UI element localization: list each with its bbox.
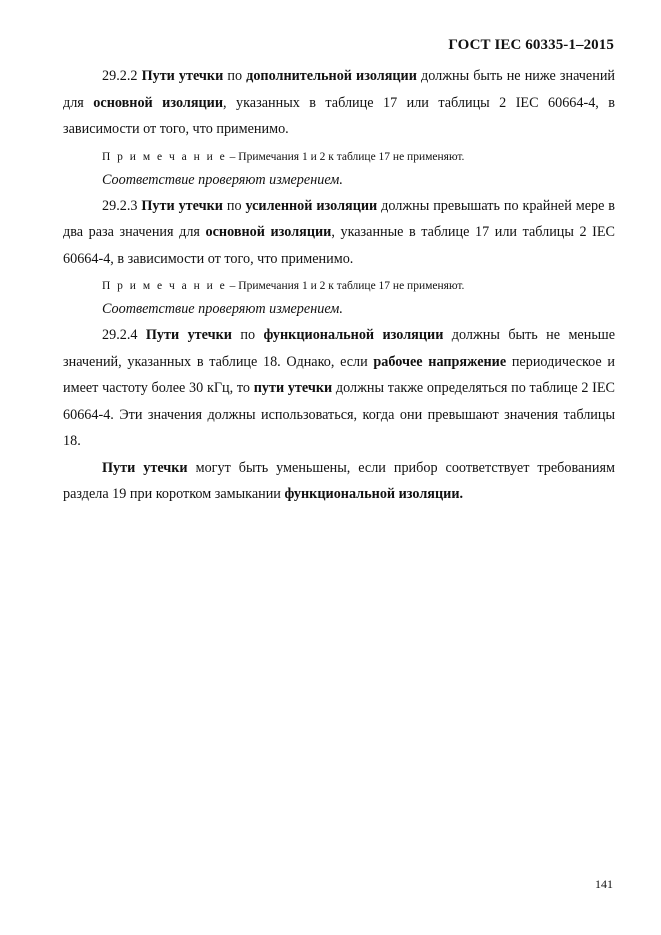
note-text: – Примечания 1 и 2 к таблице 17 не применяют. [226,150,465,163]
note-text: – Примечания 1 и 2 к таблице 17 не применяют. [226,280,465,292]
term-creepage: Пути утечки [145,327,232,343]
term-basic-insulation: основной изоляции [93,94,224,111]
clause-number: 29.2.2 [102,68,138,84]
page-number: 141 [595,877,613,891]
note-label: П р и м е ч а н и е [102,150,227,163]
note-29-2-3 [63,275,615,298]
text-run: периодическое и имеет частоту более 30 кГц, то [63,353,616,396]
term-reinforced-insulation: усиленной изоляции [245,197,378,214]
clause-number: 29.2.3 [102,197,138,214]
document-body [63,63,615,508]
term-working-voltage: рабочее напряжение [373,353,507,370]
text-run: должны быть не ниже значений для [63,68,616,111]
text-run: должны быть не меньше значений, указанных в таблице 18. Однако, если [63,327,616,370]
compliance-29-2-2: Соответствие проверяют измерением. [102,171,343,188]
text-run: могут быть уменьшены, если прибор соответствует требованиям раздела 19 при коротком замыкании [63,459,615,502]
term-creepage: пути утечки [253,380,333,396]
term-creepage: Пути утечки [141,68,224,84]
note-29-2-2 [63,146,615,169]
text-run: должны также определяться по таблице 2 IEC 60664-4. Эти значения должны использоваться, когда они превышают значения таблицы 18. [63,380,615,449]
clause-29-2-2 [63,63,615,143]
clause-29-2-3 [63,193,615,273]
term-creepage: Пути утечки [102,459,188,476]
note-label: П р и м е ч а н и е [102,280,227,292]
clause-number: 29.2.4 [102,327,138,343]
term-supplementary-insulation: дополнительной изоляции [246,68,417,84]
text-run: по [222,197,246,214]
text-run: по [223,68,247,84]
text-run: , указанных в таблице 17 или таблицы 2 IEC 60664-4, в зависимости от того, что применимо. [63,94,616,137]
text-run: , указанные в таблице 17 или таблицы 2 IEC 60664-4, в зависимости от того, что применимо. [63,224,615,267]
term-creepage: Пути утечки [141,197,223,214]
compliance-29-2-3: Соответствие проверяют измерением. [102,301,343,317]
text-run: по [231,327,264,343]
term-functional-insulation: функциональной изоляции [263,327,444,343]
final-paragraph [63,455,615,508]
text-run: должны превышать по крайней мере в два раза значения для [63,197,615,240]
term-basic-insulation: основной изоляции [205,224,332,240]
document-header: ГОСТ IEC 60335-1–2015 [448,37,614,53]
term-functional-insulation: функциональной изоляции. [284,486,464,502]
clause-29-2-4 [63,322,615,455]
